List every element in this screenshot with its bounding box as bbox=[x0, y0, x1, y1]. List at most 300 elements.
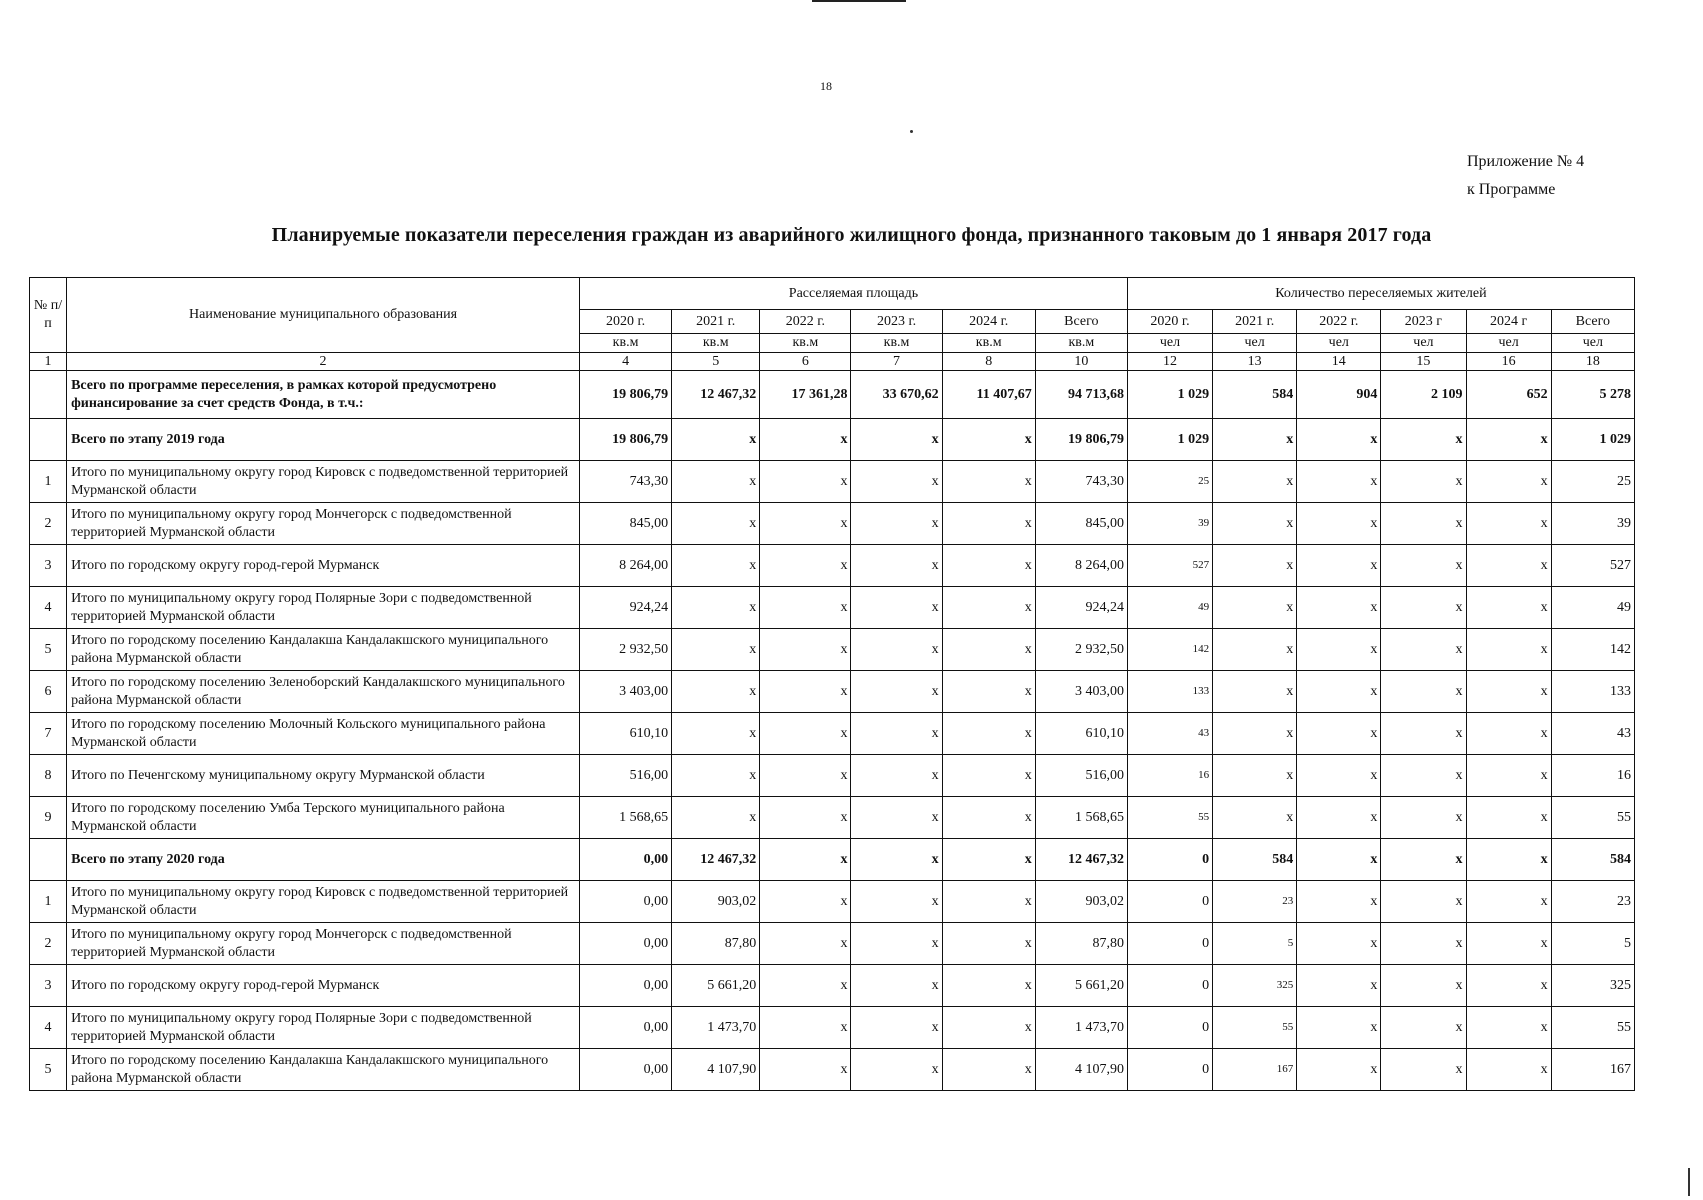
people-value: 23 bbox=[1551, 881, 1634, 923]
area-value: x bbox=[942, 671, 1035, 713]
row-number bbox=[30, 371, 67, 419]
area-value: x bbox=[672, 461, 760, 503]
people-value: 584 bbox=[1551, 839, 1634, 881]
people-value: 527 bbox=[1127, 545, 1212, 587]
people-value: x bbox=[1466, 503, 1551, 545]
table-row bbox=[30, 1049, 1635, 1091]
area-value: x bbox=[672, 713, 760, 755]
area-value: x bbox=[760, 671, 851, 713]
area-value: x bbox=[942, 461, 1035, 503]
people-value: x bbox=[1466, 419, 1551, 461]
header-col-index: 1 bbox=[30, 352, 67, 371]
area-value: 0,00 bbox=[579, 1049, 671, 1091]
people-value: 55 bbox=[1551, 1007, 1634, 1049]
people-value: 23 bbox=[1213, 881, 1297, 923]
area-value: 5 661,20 bbox=[672, 965, 760, 1007]
people-value: x bbox=[1381, 629, 1466, 671]
area-value: 11 407,67 bbox=[942, 371, 1035, 419]
area-value: 3 403,00 bbox=[579, 671, 671, 713]
people-value: x bbox=[1466, 671, 1551, 713]
people-value: 1 029 bbox=[1127, 419, 1212, 461]
table-row bbox=[30, 671, 1635, 713]
table-total-row bbox=[30, 839, 1635, 881]
people-value: x bbox=[1466, 1049, 1551, 1091]
row-name: Итого по муниципальному округу город Полярные Зори с подведомственной территорией Мурманской области bbox=[67, 1007, 580, 1049]
area-value: 903,02 bbox=[672, 881, 760, 923]
area-value: 12 467,32 bbox=[1035, 839, 1127, 881]
area-value: x bbox=[851, 629, 942, 671]
document-title: Планируемые показатели переселения граждан из аварийного жилищного фонда, признанного таковым до 1 января 2017 года bbox=[271, 224, 1432, 246]
header-num: № п/п bbox=[30, 278, 67, 353]
header-people-year: 2022 г. bbox=[1297, 310, 1381, 334]
people-value: x bbox=[1466, 629, 1551, 671]
people-value: x bbox=[1381, 881, 1466, 923]
people-value: 25 bbox=[1127, 461, 1212, 503]
area-value: x bbox=[942, 419, 1035, 461]
people-value: x bbox=[1297, 419, 1381, 461]
table-total-row bbox=[30, 419, 1635, 461]
area-value: 4 107,90 bbox=[672, 1049, 760, 1091]
area-value: 4 107,90 bbox=[1035, 1049, 1127, 1091]
people-value: x bbox=[1381, 839, 1466, 881]
table-row bbox=[30, 713, 1635, 755]
people-value: 39 bbox=[1127, 503, 1212, 545]
people-value: 39 bbox=[1551, 503, 1634, 545]
people-value: x bbox=[1297, 965, 1381, 1007]
area-value: 8 264,00 bbox=[579, 545, 671, 587]
page-number: 18 bbox=[820, 79, 832, 93]
row-number: 7 bbox=[30, 713, 67, 755]
row-name: Итого по Печенгскому муниципальному округу Мурманской области bbox=[67, 755, 580, 797]
top-rule bbox=[812, 0, 906, 2]
area-value: x bbox=[672, 503, 760, 545]
area-value: x bbox=[851, 545, 942, 587]
people-value: 0 bbox=[1127, 965, 1212, 1007]
people-value: x bbox=[1466, 965, 1551, 1007]
header-area-unit: кв.м bbox=[942, 334, 1035, 353]
people-value: x bbox=[1297, 461, 1381, 503]
header-col-index: 18 bbox=[1551, 352, 1634, 371]
scan-dot bbox=[910, 130, 913, 133]
row-name: Итого по муниципальному округу город Полярные Зори с подведомственной территорией Мурманской области bbox=[67, 587, 580, 629]
row-number bbox=[30, 419, 67, 461]
area-value: x bbox=[672, 419, 760, 461]
area-value: x bbox=[851, 461, 942, 503]
people-value: 55 bbox=[1127, 797, 1212, 839]
area-value: x bbox=[672, 755, 760, 797]
people-value: x bbox=[1297, 1049, 1381, 1091]
area-value: x bbox=[760, 1007, 851, 1049]
row-name: Итого по городскому поселению Кандалакша Кандалакшского муниципального района Мурманской области bbox=[67, 629, 580, 671]
row-number: 6 bbox=[30, 671, 67, 713]
row-name: Итого по городскому поселению Зеленоборский Кандалакшского муниципального района Мурманской области bbox=[67, 671, 580, 713]
people-value: 527 bbox=[1551, 545, 1634, 587]
area-value: 2 932,50 bbox=[1035, 629, 1127, 671]
area-value: x bbox=[760, 755, 851, 797]
people-value: 5 bbox=[1213, 923, 1297, 965]
header-col-index: 7 bbox=[851, 352, 942, 371]
table-row bbox=[30, 545, 1635, 587]
area-value: x bbox=[851, 923, 942, 965]
row-number: 1 bbox=[30, 881, 67, 923]
people-value: 49 bbox=[1127, 587, 1212, 629]
table-total-row bbox=[30, 371, 1635, 419]
area-value: x bbox=[672, 587, 760, 629]
area-value: 94 713,68 bbox=[1035, 371, 1127, 419]
area-value: 1 568,65 bbox=[1035, 797, 1127, 839]
people-value: 43 bbox=[1551, 713, 1634, 755]
area-value: x bbox=[942, 923, 1035, 965]
row-name: Итого по муниципальному округу город Мончегорск с подведомственной территорией Мурманской области bbox=[67, 503, 580, 545]
row-name: Всего по этапу 2020 года bbox=[67, 839, 580, 881]
people-value: x bbox=[1466, 755, 1551, 797]
area-value: x bbox=[942, 713, 1035, 755]
header-people-year: Всего bbox=[1551, 310, 1634, 334]
area-value: 845,00 bbox=[579, 503, 671, 545]
area-value: x bbox=[851, 1007, 942, 1049]
area-value: x bbox=[760, 419, 851, 461]
header-name: Наименование муниципального образования bbox=[67, 278, 580, 353]
people-value: 142 bbox=[1551, 629, 1634, 671]
table-row bbox=[30, 503, 1635, 545]
people-value: x bbox=[1213, 797, 1297, 839]
people-value: x bbox=[1381, 797, 1466, 839]
header-area-year: 2022 г. bbox=[760, 310, 851, 334]
people-value: x bbox=[1381, 545, 1466, 587]
people-value: x bbox=[1297, 503, 1381, 545]
header-area-unit: кв.м bbox=[760, 334, 851, 353]
people-value: 55 bbox=[1213, 1007, 1297, 1049]
people-value: x bbox=[1213, 545, 1297, 587]
area-value: x bbox=[851, 839, 942, 881]
header-people-unit: чел bbox=[1213, 334, 1297, 353]
area-value: 0,00 bbox=[579, 881, 671, 923]
area-value: 610,10 bbox=[1035, 713, 1127, 755]
people-value: 0 bbox=[1127, 923, 1212, 965]
header-area-year: 2023 г. bbox=[851, 310, 942, 334]
people-value: x bbox=[1466, 1007, 1551, 1049]
people-value: 0 bbox=[1127, 839, 1212, 881]
area-value: x bbox=[942, 965, 1035, 1007]
area-value: x bbox=[942, 881, 1035, 923]
people-value: x bbox=[1213, 503, 1297, 545]
people-value: x bbox=[1466, 461, 1551, 503]
area-value: 33 670,62 bbox=[851, 371, 942, 419]
people-value: x bbox=[1297, 1007, 1381, 1049]
area-value: x bbox=[942, 1049, 1035, 1091]
people-value: x bbox=[1381, 419, 1466, 461]
people-value: 133 bbox=[1127, 671, 1212, 713]
row-name: Итого по городскому поселению Кандалакша Кандалакшского муниципального района Мурманской области bbox=[67, 1049, 580, 1091]
area-value: x bbox=[672, 671, 760, 713]
area-value: 12 467,32 bbox=[672, 839, 760, 881]
row-number: 5 bbox=[30, 1049, 67, 1091]
area-value: x bbox=[942, 755, 1035, 797]
header-index-row bbox=[30, 352, 1635, 371]
people-value: 652 bbox=[1466, 371, 1551, 419]
people-value: 16 bbox=[1551, 755, 1634, 797]
people-value: 0 bbox=[1127, 1007, 1212, 1049]
people-value: 55 bbox=[1551, 797, 1634, 839]
area-value: x bbox=[851, 713, 942, 755]
people-value: x bbox=[1466, 545, 1551, 587]
row-number: 9 bbox=[30, 797, 67, 839]
area-value: 87,80 bbox=[1035, 923, 1127, 965]
people-value: x bbox=[1381, 671, 1466, 713]
area-value: x bbox=[851, 587, 942, 629]
people-value: x bbox=[1297, 545, 1381, 587]
header-area-unit: кв.м bbox=[579, 334, 671, 353]
people-value: x bbox=[1297, 671, 1381, 713]
people-value: x bbox=[1213, 587, 1297, 629]
area-value: x bbox=[672, 629, 760, 671]
row-name: Итого по муниципальному округу город Кировск с подведомственной территорией Мурманской области bbox=[67, 881, 580, 923]
people-value: x bbox=[1297, 755, 1381, 797]
area-value: 19 806,79 bbox=[579, 419, 671, 461]
appendix-note bbox=[1467, 148, 1584, 204]
people-value: 16 bbox=[1127, 755, 1212, 797]
people-value: 142 bbox=[1127, 629, 1212, 671]
area-value: x bbox=[942, 1007, 1035, 1049]
people-value: x bbox=[1381, 587, 1466, 629]
row-number: 3 bbox=[30, 545, 67, 587]
appendix-line-1: Приложение № 4 bbox=[1467, 153, 1585, 170]
appendix-line-2: к Программе bbox=[1467, 181, 1556, 198]
row-name: Итого по городскому поселению Молочный Кольского муниципального района Мурманской области bbox=[67, 713, 580, 755]
area-value: x bbox=[942, 587, 1035, 629]
area-value: x bbox=[851, 671, 942, 713]
area-value: 0,00 bbox=[579, 923, 671, 965]
people-value: x bbox=[1381, 965, 1466, 1007]
people-value: x bbox=[1297, 713, 1381, 755]
header-col-index: 13 bbox=[1213, 352, 1297, 371]
people-value: 1 029 bbox=[1551, 419, 1634, 461]
header-people-group: Количество переселяемых жителей bbox=[1127, 278, 1634, 310]
area-value: x bbox=[851, 755, 942, 797]
area-value: x bbox=[760, 545, 851, 587]
header-col-index: 4 bbox=[579, 352, 671, 371]
area-value: 1 568,65 bbox=[579, 797, 671, 839]
row-number: 2 bbox=[30, 923, 67, 965]
table-row bbox=[30, 965, 1635, 1007]
area-value: 924,24 bbox=[1035, 587, 1127, 629]
row-number: 2 bbox=[30, 503, 67, 545]
people-value: x bbox=[1466, 587, 1551, 629]
row-number bbox=[30, 839, 67, 881]
people-value: 584 bbox=[1213, 839, 1297, 881]
people-value: x bbox=[1297, 587, 1381, 629]
people-value: 1 029 bbox=[1127, 371, 1212, 419]
table-row bbox=[30, 881, 1635, 923]
area-value: 903,02 bbox=[1035, 881, 1127, 923]
area-value: x bbox=[760, 881, 851, 923]
people-value: x bbox=[1466, 713, 1551, 755]
header-people-year: 2021 г. bbox=[1213, 310, 1297, 334]
people-value: x bbox=[1297, 881, 1381, 923]
row-number: 1 bbox=[30, 461, 67, 503]
area-value: 516,00 bbox=[1035, 755, 1127, 797]
area-value: 8 264,00 bbox=[1035, 545, 1127, 587]
people-value: 0 bbox=[1127, 881, 1212, 923]
table-row bbox=[30, 755, 1635, 797]
people-value: x bbox=[1466, 797, 1551, 839]
header-row-1 bbox=[30, 278, 1635, 310]
area-value: x bbox=[672, 545, 760, 587]
header-col-index: 2 bbox=[67, 352, 580, 371]
area-value: 0,00 bbox=[579, 965, 671, 1007]
people-value: 167 bbox=[1551, 1049, 1634, 1091]
area-value: x bbox=[672, 797, 760, 839]
area-value: x bbox=[851, 419, 942, 461]
header-people-year: 2023 г bbox=[1381, 310, 1466, 334]
header-people-unit: чел bbox=[1297, 334, 1381, 353]
area-value: x bbox=[851, 965, 942, 1007]
scan-edge-mark bbox=[1688, 1168, 1690, 1196]
area-value: 17 361,28 bbox=[760, 371, 851, 419]
table-row bbox=[30, 587, 1635, 629]
table-row bbox=[30, 1007, 1635, 1049]
header-col-index: 8 bbox=[942, 352, 1035, 371]
table-row bbox=[30, 923, 1635, 965]
people-value: 325 bbox=[1551, 965, 1634, 1007]
people-value: 5 278 bbox=[1551, 371, 1634, 419]
people-value: x bbox=[1466, 923, 1551, 965]
area-value: 2 932,50 bbox=[579, 629, 671, 671]
area-value: 19 806,79 bbox=[1035, 419, 1127, 461]
row-number: 8 bbox=[30, 755, 67, 797]
header-area-year: 2024 г. bbox=[942, 310, 1035, 334]
area-value: x bbox=[760, 629, 851, 671]
header-area-year: Всего bbox=[1035, 310, 1127, 334]
row-name: Итого по городскому округу город-герой Мурманск bbox=[67, 965, 580, 1007]
area-value: x bbox=[760, 923, 851, 965]
header-area-unit: кв.м bbox=[851, 334, 942, 353]
people-value: 2 109 bbox=[1381, 371, 1466, 419]
header-area-group: Расселяемая площадь bbox=[579, 278, 1127, 310]
area-value: x bbox=[760, 839, 851, 881]
header-people-year: 2020 г. bbox=[1127, 310, 1212, 334]
row-name: Всего по этапу 2019 года bbox=[67, 419, 580, 461]
people-value: x bbox=[1381, 923, 1466, 965]
area-value: x bbox=[942, 545, 1035, 587]
area-value: x bbox=[942, 503, 1035, 545]
row-number: 3 bbox=[30, 965, 67, 1007]
people-value: x bbox=[1297, 839, 1381, 881]
people-value: x bbox=[1381, 461, 1466, 503]
header-area-unit: кв.м bbox=[1035, 334, 1127, 353]
people-value: 49 bbox=[1551, 587, 1634, 629]
header-area-year: 2020 г. bbox=[579, 310, 671, 334]
area-value: 87,80 bbox=[672, 923, 760, 965]
header-col-index: 14 bbox=[1297, 352, 1381, 371]
people-value: x bbox=[1213, 629, 1297, 671]
row-name: Итого по городскому округу город-герой Мурманск bbox=[67, 545, 580, 587]
people-value: x bbox=[1213, 713, 1297, 755]
area-value: x bbox=[760, 461, 851, 503]
people-value: x bbox=[1213, 671, 1297, 713]
row-number: 4 bbox=[30, 587, 67, 629]
area-value: x bbox=[942, 629, 1035, 671]
people-value: x bbox=[1213, 755, 1297, 797]
resettlement-table bbox=[29, 277, 1635, 1091]
area-value: 924,24 bbox=[579, 587, 671, 629]
area-value: x bbox=[942, 797, 1035, 839]
area-value: 0,00 bbox=[579, 1007, 671, 1049]
header-col-index: 6 bbox=[760, 352, 851, 371]
row-number: 5 bbox=[30, 629, 67, 671]
people-value: x bbox=[1466, 839, 1551, 881]
area-value: x bbox=[760, 797, 851, 839]
people-value: 5 bbox=[1551, 923, 1634, 965]
people-value: x bbox=[1213, 419, 1297, 461]
header-col-index: 15 bbox=[1381, 352, 1466, 371]
header-col-index: 12 bbox=[1127, 352, 1212, 371]
header-people-year: 2024 г bbox=[1466, 310, 1551, 334]
area-value: x bbox=[851, 797, 942, 839]
people-value: x bbox=[1381, 1049, 1466, 1091]
table-row bbox=[30, 461, 1635, 503]
people-value: 584 bbox=[1213, 371, 1297, 419]
people-value: x bbox=[1213, 461, 1297, 503]
area-value: 845,00 bbox=[1035, 503, 1127, 545]
area-value: x bbox=[760, 713, 851, 755]
area-value: x bbox=[760, 503, 851, 545]
people-value: x bbox=[1381, 1007, 1466, 1049]
area-value: 0,00 bbox=[579, 839, 671, 881]
row-name: Итого по муниципальному округу город Кировск с подведомственной территорией Мурманской области bbox=[67, 461, 580, 503]
people-value: x bbox=[1297, 629, 1381, 671]
area-value: 5 661,20 bbox=[1035, 965, 1127, 1007]
area-value: 1 473,70 bbox=[1035, 1007, 1127, 1049]
area-value: x bbox=[760, 587, 851, 629]
people-value: 325 bbox=[1213, 965, 1297, 1007]
area-value: 516,00 bbox=[579, 755, 671, 797]
area-value: x bbox=[760, 965, 851, 1007]
people-value: 167 bbox=[1213, 1049, 1297, 1091]
people-value: 133 bbox=[1551, 671, 1634, 713]
header-area-year: 2021 г. bbox=[672, 310, 760, 334]
people-value: x bbox=[1466, 881, 1551, 923]
people-value: x bbox=[1297, 797, 1381, 839]
area-value: x bbox=[942, 839, 1035, 881]
header-col-index: 5 bbox=[672, 352, 760, 371]
area-value: x bbox=[851, 881, 942, 923]
area-value: 12 467,32 bbox=[672, 371, 760, 419]
row-number: 4 bbox=[30, 1007, 67, 1049]
people-value: x bbox=[1297, 923, 1381, 965]
people-value: x bbox=[1381, 503, 1466, 545]
people-value: 0 bbox=[1127, 1049, 1212, 1091]
area-value: x bbox=[851, 1049, 942, 1091]
area-value: 743,30 bbox=[579, 461, 671, 503]
area-value: x bbox=[760, 1049, 851, 1091]
row-name: Итого по муниципальному округу город Мончегорск с подведомственной территорией Мурманской области bbox=[67, 923, 580, 965]
header-people-unit: чел bbox=[1551, 334, 1634, 353]
people-value: 25 bbox=[1551, 461, 1634, 503]
header-people-unit: чел bbox=[1127, 334, 1212, 353]
area-value: 743,30 bbox=[1035, 461, 1127, 503]
area-value: x bbox=[851, 503, 942, 545]
area-value: 3 403,00 bbox=[1035, 671, 1127, 713]
header-col-index: 16 bbox=[1466, 352, 1551, 371]
area-value: 1 473,70 bbox=[672, 1007, 760, 1049]
header-people-unit: чел bbox=[1381, 334, 1466, 353]
people-value: x bbox=[1381, 713, 1466, 755]
header-area-unit: кв.м bbox=[672, 334, 760, 353]
area-value: 19 806,79 bbox=[579, 371, 671, 419]
people-value: x bbox=[1381, 755, 1466, 797]
header-col-index: 10 bbox=[1035, 352, 1127, 371]
